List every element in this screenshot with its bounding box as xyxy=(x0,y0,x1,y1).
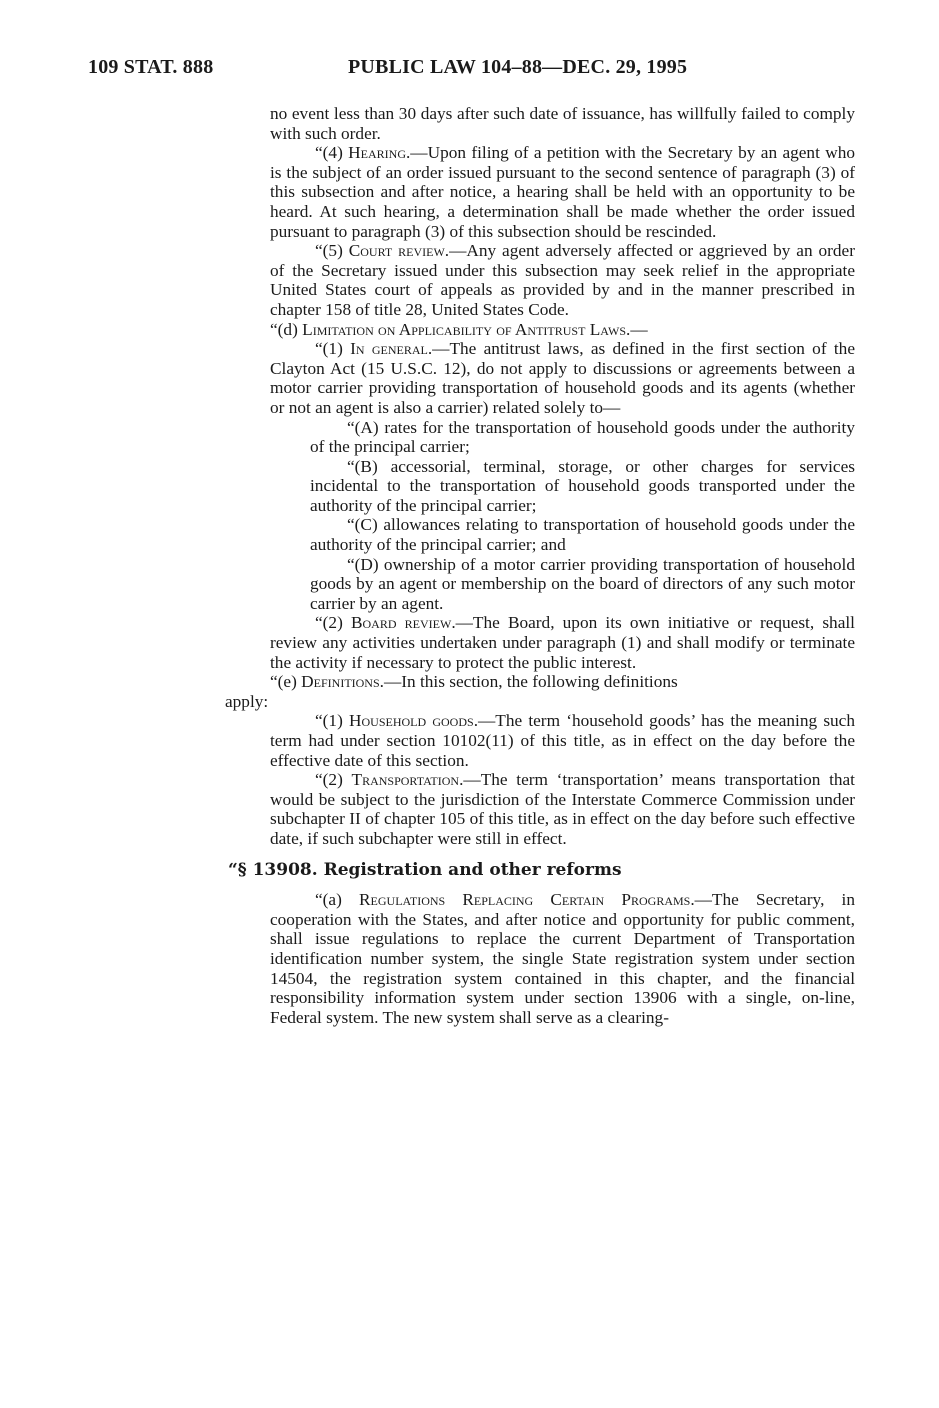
page-header xyxy=(88,56,858,86)
heading-regulations-replacing: Regulations Replacing Certain Programs xyxy=(359,890,691,910)
heading-court-review: Court review xyxy=(348,241,445,261)
paragraph-continuation: no event less than 30 days after such date of issuance, has willfully failed to comply with such order. xyxy=(270,104,855,143)
paragraph-4-hearing: “(4) Hearing.—Upon filing of a petition with the Secretary by an agent who is the subject of an order issued pursuant to the second sentence of paragraph (3) of this subsection and after notice, a hearing shall be held with an opportunity to be heard. At such hearing, a determination shall be made whether the order issued pursuant to paragraph (3) of this subsection should be rescinded. xyxy=(270,143,855,241)
clause-b: “(B) accessorial, terminal, storage, or other charges for services incidental to the transportation of household goods transported under the authority of the principal carrier; xyxy=(310,456,855,515)
heading-definitions: Definitions xyxy=(301,672,380,692)
subsection-a-regulations: “(a) Regulations Replacing Certain Programs.—The Secretary, in cooperation with the States, and after notice and opportunity for public comment, shall issue regulations to replace the current Department of Transportation identification number system, the single State registration system under section 14504, the registration system contained in this chapter, and the financial responsibility information system under section 13906 with a single, on-line, Federal system. The new system shall serve as a clearing- xyxy=(270,890,855,1027)
section-13908-heading: “§ 13908. Registration and other reforms xyxy=(228,859,622,880)
heading-hearing: Hearing xyxy=(348,143,406,163)
heading-transportation: Transportation xyxy=(351,770,460,790)
subsection-e-definitions: “(e) Definitions.—In this section, the following definitions xyxy=(270,672,678,692)
subsection-e-tail: apply: xyxy=(225,691,269,711)
paragraph-5-court-review: “(5) Court review.—Any agent adversely affected or aggrieved by an order of the Secretary issued under this subsection may seek relief in the appropriate United States court of appeals as provided by and in the manner prescribed in chapter 158 of title 28, United States Code. xyxy=(270,241,855,319)
statute-reference: 109 STAT. 888 xyxy=(88,56,214,78)
clause-a: “(A) rates for the transportation of household goods under the authority of the principal carrier; xyxy=(310,417,855,457)
heading-limitation-antitrust: Limitation on Applicability of Antitrust Laws xyxy=(302,319,626,339)
clause-c: “(C) allowances relating to transportation of household goods under the authority of the principal carrier; and xyxy=(310,515,855,555)
heading-in-general: In general xyxy=(350,339,428,359)
definition-household-goods: “(1) Household goods.—The term ‘household goods’ has the meaning such term had under section 10102(11) of this title, as in effect on the day before the effective date of this section. xyxy=(270,711,855,770)
subsection-d-heading: “(d) Limitation on Applicability of Antitrust Laws.— xyxy=(270,319,648,339)
paragraph-2-board-review: “(2) Board review.—The Board, upon its own initiative or request, shall review any activities undertaken under paragraph (1) and shall modify or terminate the activity if necessary to protect the public interest. xyxy=(270,613,855,672)
public-law-reference: PUBLIC LAW 104–88—DEC. 29, 1995 xyxy=(348,56,688,78)
document-body xyxy=(225,104,855,1027)
definition-transportation: “(2) Transportation.—The term ‘transportation’ means transportation that would be subject to the jurisdiction of the Interstate Commerce Commission under subchapter II of chapter 105 of this title, as in effect on the day before such effective date, if such subchapter were still in effect. xyxy=(270,770,855,848)
clause-d: “(D) ownership of a motor carrier providing transportation of household goods by an agent or membership on the board of directors of any such motor carrier by an agent. xyxy=(310,554,855,613)
heading-household-goods: Household goods xyxy=(349,711,474,731)
heading-board-review: Board review xyxy=(350,613,452,633)
paragraph-1-in-general: “(1) In general.—The antitrust laws, as defined in the first section of the Clayton Act (15 U.S.C. 12), do not apply to discussions or agreements between a motor carrier providing transportation of household goods and its agents (whether or not an agent is also a carrier) related solely to— xyxy=(270,339,855,417)
